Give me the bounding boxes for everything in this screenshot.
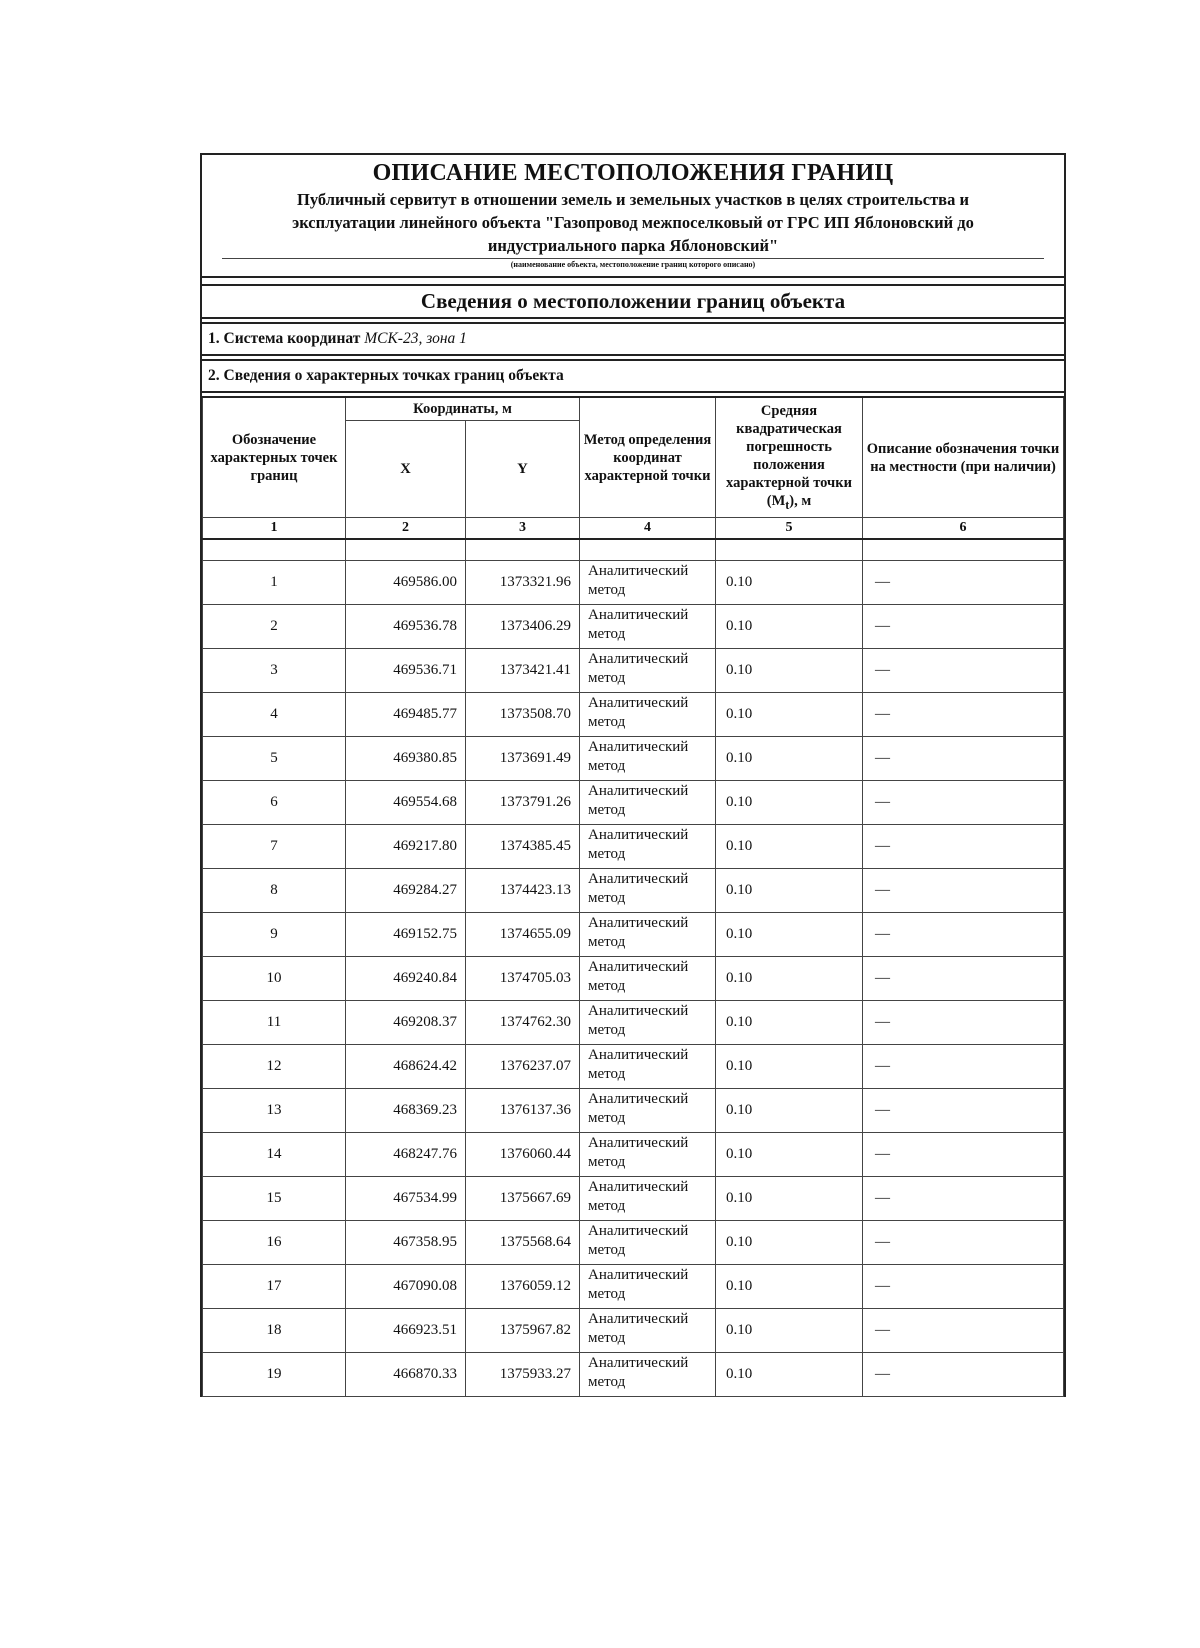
- boundary-points-table: [202, 396, 1064, 1397]
- column-number: 5: [716, 518, 863, 540]
- header-error-unit: ), м: [789, 492, 812, 509]
- table-row: [203, 693, 1064, 737]
- object-name-line-3: индустриального парка Яблоновский": [487, 236, 779, 255]
- table-row: [203, 825, 1064, 869]
- description-cell: —: [863, 649, 1064, 693]
- coord-x: 469152.75: [346, 913, 466, 957]
- header-coordinates: Координаты, м: [346, 397, 580, 421]
- error-cell: 0.10: [716, 1133, 863, 1177]
- point-number: 11: [203, 1001, 346, 1045]
- header-x: X: [346, 421, 466, 518]
- points-section-title: 2. Сведения о характерных точках границ объекта: [202, 359, 1064, 393]
- coord-x: 469240.84: [346, 957, 466, 1001]
- caption-divider: [222, 258, 1044, 259]
- error-cell: 0.10: [716, 1221, 863, 1265]
- column-number: 2: [346, 518, 466, 540]
- coordinate-system-label: 1. Система координат: [208, 330, 361, 347]
- table-row: [203, 869, 1064, 913]
- document-page: [200, 153, 1066, 1397]
- coord-y: 1374762.30: [466, 1001, 580, 1045]
- object-name-line-2: эксплуатации линейного объекта "Газопровод межпоселковый от ГРС ИП Яблоновский до: [292, 213, 974, 232]
- description-cell: —: [863, 869, 1064, 913]
- point-number: 5: [203, 737, 346, 781]
- coord-x: 468247.76: [346, 1133, 466, 1177]
- error-cell: 0.10: [716, 561, 863, 605]
- header-error: [716, 397, 863, 518]
- method-cell: Аналитический метод: [580, 825, 716, 869]
- point-number: 19: [203, 1353, 346, 1397]
- description-cell: —: [863, 1045, 1064, 1089]
- header-y: Y: [466, 421, 580, 518]
- method-cell: Аналитический метод: [580, 1177, 716, 1221]
- coord-y: 1373421.41: [466, 649, 580, 693]
- column-number: 3: [466, 518, 580, 540]
- coord-x: 468369.23: [346, 1089, 466, 1133]
- spacer-row: [203, 539, 1064, 561]
- document-title: ОПИСАНИЕ МЕСТОПОЛОЖЕНИЯ ГРАНИЦ: [372, 160, 894, 186]
- table-row: [203, 561, 1064, 605]
- coord-x: 466870.33: [346, 1353, 466, 1397]
- coord-x: 469284.27: [346, 869, 466, 913]
- error-cell: 0.10: [716, 1265, 863, 1309]
- method-cell: Аналитический метод: [580, 1309, 716, 1353]
- method-cell: Аналитический метод: [580, 1045, 716, 1089]
- method-cell: Аналитический метод: [580, 693, 716, 737]
- method-cell: Аналитический метод: [580, 957, 716, 1001]
- coord-y: 1374423.13: [466, 869, 580, 913]
- method-cell: Аналитический метод: [580, 1089, 716, 1133]
- coord-y: 1373508.70: [466, 693, 580, 737]
- header-designation: Обозначение характерных точек границ: [203, 397, 346, 518]
- point-number: 10: [203, 957, 346, 1001]
- column-number: 4: [580, 518, 716, 540]
- error-cell: 0.10: [716, 957, 863, 1001]
- coord-x: 469536.78: [346, 605, 466, 649]
- header-error-subscript: t: [785, 497, 790, 512]
- error-cell: 0.10: [716, 1353, 863, 1397]
- coord-y: 1376137.36: [466, 1089, 580, 1133]
- coord-x: 469586.00: [346, 561, 466, 605]
- description-cell: —: [863, 1177, 1064, 1221]
- column-number: 1: [203, 518, 346, 540]
- point-number: 17: [203, 1265, 346, 1309]
- coord-y: 1375568.64: [466, 1221, 580, 1265]
- coord-y: 1373321.96: [466, 561, 580, 605]
- coord-y: 1373406.29: [466, 605, 580, 649]
- coord-y: 1376059.12: [466, 1265, 580, 1309]
- point-number: 2: [203, 605, 346, 649]
- method-cell: Аналитический метод: [580, 869, 716, 913]
- object-name-caption: (наименование объекта, местоположение границ которого описано): [510, 260, 756, 269]
- header-description: Описание обозначения точки на местности (при наличии): [863, 397, 1064, 518]
- coordinate-system-value: МСК-23, зона 1: [364, 330, 467, 347]
- coord-x: 468624.42: [346, 1045, 466, 1089]
- coord-x: 469380.85: [346, 737, 466, 781]
- coord-x: 467358.95: [346, 1221, 466, 1265]
- point-number: 15: [203, 1177, 346, 1221]
- coord-y: 1375933.27: [466, 1353, 580, 1397]
- error-cell: 0.10: [716, 693, 863, 737]
- coord-y: 1373691.49: [466, 737, 580, 781]
- method-cell: Аналитический метод: [580, 1001, 716, 1045]
- error-cell: 0.10: [716, 1177, 863, 1221]
- description-cell: —: [863, 957, 1064, 1001]
- table-row: [203, 649, 1064, 693]
- coord-y: 1375667.69: [466, 1177, 580, 1221]
- table-row: [203, 913, 1064, 957]
- error-cell: 0.10: [716, 781, 863, 825]
- table-row: [203, 1133, 1064, 1177]
- description-cell: —: [863, 913, 1064, 957]
- description-cell: —: [863, 737, 1064, 781]
- method-cell: Аналитический метод: [580, 1133, 716, 1177]
- description-cell: —: [863, 1265, 1064, 1309]
- coord-x: 467534.99: [346, 1177, 466, 1221]
- table-row: [203, 1177, 1064, 1221]
- point-number: 13: [203, 1089, 346, 1133]
- coord-y: 1374655.09: [466, 913, 580, 957]
- description-cell: —: [863, 825, 1064, 869]
- error-cell: 0.10: [716, 605, 863, 649]
- document-header: [202, 155, 1064, 278]
- method-cell: Аналитический метод: [580, 1265, 716, 1309]
- table-row: [203, 957, 1064, 1001]
- method-cell: Аналитический метод: [580, 561, 716, 605]
- description-cell: —: [863, 1353, 1064, 1397]
- error-cell: 0.10: [716, 1045, 863, 1089]
- coord-y: 1375967.82: [466, 1309, 580, 1353]
- coord-y: 1376237.07: [466, 1045, 580, 1089]
- point-number: 6: [203, 781, 346, 825]
- error-cell: 0.10: [716, 1089, 863, 1133]
- object-name-line-1: Публичный сервитут в отношении земель и земельных участков в целях строительства и: [297, 190, 969, 209]
- coordinate-system-line: [202, 322, 1064, 356]
- table-row: [203, 1353, 1064, 1397]
- point-number: 14: [203, 1133, 346, 1177]
- point-number: 3: [203, 649, 346, 693]
- error-cell: 0.10: [716, 649, 863, 693]
- table-row: [203, 605, 1064, 649]
- point-number: 9: [203, 913, 346, 957]
- method-cell: Аналитический метод: [580, 1353, 716, 1397]
- point-number: 8: [203, 869, 346, 913]
- error-cell: 0.10: [716, 1001, 863, 1045]
- description-cell: —: [863, 1309, 1064, 1353]
- description-cell: —: [863, 781, 1064, 825]
- point-number: 7: [203, 825, 346, 869]
- method-cell: Аналитический метод: [580, 737, 716, 781]
- column-number: 6: [863, 518, 1064, 540]
- coord-y: 1376060.44: [466, 1133, 580, 1177]
- coord-x: 469217.80: [346, 825, 466, 869]
- point-number: 18: [203, 1309, 346, 1353]
- table-row: [203, 1001, 1064, 1045]
- coord-y: 1374705.03: [466, 957, 580, 1001]
- table-body: [203, 539, 1064, 1397]
- point-number: 4: [203, 693, 346, 737]
- description-cell: —: [863, 561, 1064, 605]
- error-cell: 0.10: [716, 913, 863, 957]
- coord-x: 469536.71: [346, 649, 466, 693]
- method-cell: Аналитический метод: [580, 781, 716, 825]
- section-title: Сведения о местоположении границ объекта: [202, 284, 1064, 319]
- coord-y: 1374385.45: [466, 825, 580, 869]
- table-row: [203, 1309, 1064, 1353]
- table-row: [203, 1265, 1064, 1309]
- method-cell: Аналитический метод: [580, 605, 716, 649]
- table-row: [203, 781, 1064, 825]
- error-cell: 0.10: [716, 825, 863, 869]
- description-cell: —: [863, 1221, 1064, 1265]
- coord-x: 467090.08: [346, 1265, 466, 1309]
- method-cell: Аналитический метод: [580, 1221, 716, 1265]
- description-cell: —: [863, 1133, 1064, 1177]
- description-cell: —: [863, 693, 1064, 737]
- error-cell: 0.10: [716, 869, 863, 913]
- table-row: [203, 737, 1064, 781]
- point-number: 16: [203, 1221, 346, 1265]
- method-cell: Аналитический метод: [580, 913, 716, 957]
- error-cell: 0.10: [716, 1309, 863, 1353]
- coord-x: 466923.51: [346, 1309, 466, 1353]
- coord-x: 469208.37: [346, 1001, 466, 1045]
- table-row: [203, 1089, 1064, 1133]
- coord-x: 469485.77: [346, 693, 466, 737]
- point-number: 1: [203, 561, 346, 605]
- table-row: [203, 1221, 1064, 1265]
- description-cell: —: [863, 1089, 1064, 1133]
- point-number: 12: [203, 1045, 346, 1089]
- error-cell: 0.10: [716, 737, 863, 781]
- description-cell: —: [863, 605, 1064, 649]
- coord-x: 469554.68: [346, 781, 466, 825]
- method-cell: Аналитический метод: [580, 649, 716, 693]
- header-method: Метод определения координат характерной точки: [580, 397, 716, 518]
- header-error-text: Средняя квадратическая погрешность положения характерной точки (M: [726, 402, 852, 509]
- table-row: [203, 1045, 1064, 1089]
- coord-y: 1373791.26: [466, 781, 580, 825]
- description-cell: —: [863, 1001, 1064, 1045]
